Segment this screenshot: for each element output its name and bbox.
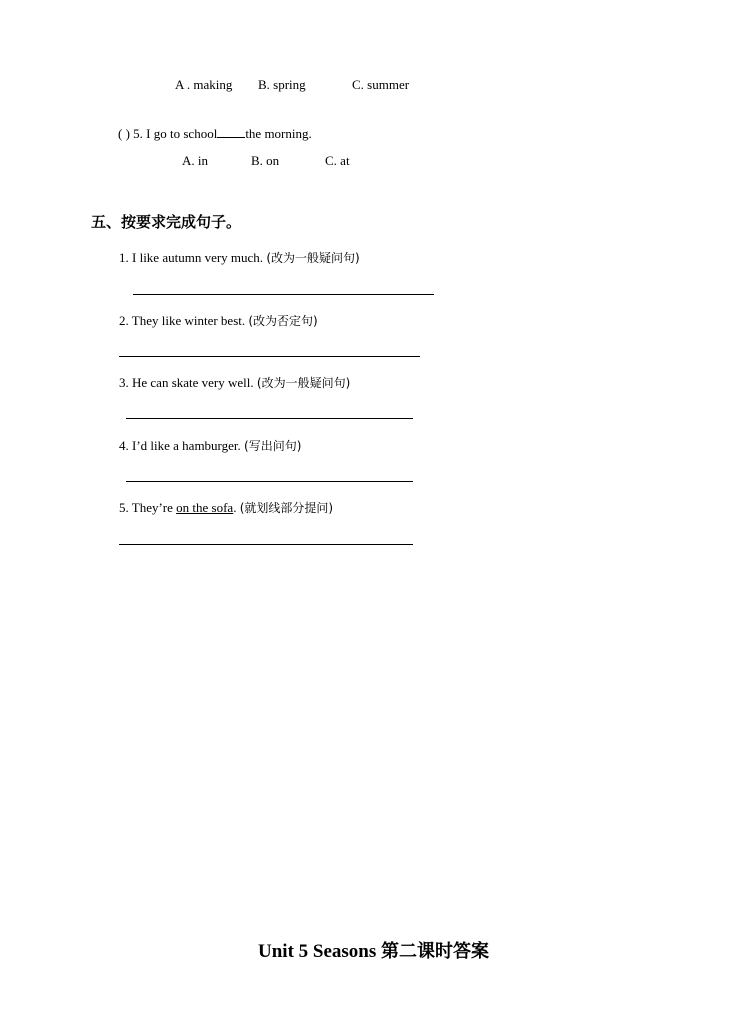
- sentence-item-5: [119, 499, 333, 516]
- sentence-text: 1. I like autumn very much.: [119, 250, 267, 265]
- sentence-instruction: (改为否定句): [248, 314, 318, 328]
- sentence-instruction: (改为一般疑问句): [266, 251, 360, 265]
- sentence-item-4: [119, 437, 301, 454]
- answer-key-title: [258, 937, 489, 963]
- sentence-item-3: [119, 374, 350, 391]
- q5-option-a: A. in: [182, 153, 208, 168]
- sentence-text: 3. He can skate very well.: [119, 375, 257, 390]
- sentence-instruction: (就划线部分提问): [239, 501, 334, 515]
- answer-line-2[interactable]: [119, 356, 420, 357]
- question-number: 5.: [133, 126, 143, 141]
- question-5: [118, 126, 312, 142]
- sentence-item-2: [119, 312, 318, 329]
- sentence-item-1: [119, 249, 360, 266]
- sentence-text: 5. They’re: [119, 500, 177, 515]
- sentence-instruction: (改为一般疑问句): [256, 376, 351, 390]
- question-text-after: the morning.: [245, 126, 312, 141]
- answer-key-title-en: Unit 5 Seasons: [258, 941, 381, 962]
- underlined-phrase: on the sofa: [176, 500, 234, 515]
- answer-paren: ( ): [118, 126, 130, 141]
- inline-blank: [217, 126, 245, 138]
- answer-line-4[interactable]: [126, 481, 413, 482]
- section-title: 五、按要求完成句子。: [91, 213, 242, 231]
- answer-line-3[interactable]: [126, 418, 413, 419]
- q5-option-b: B. on: [251, 153, 280, 168]
- sentence-instruction: (写出问句): [244, 439, 302, 453]
- sentence-text-end: .: [233, 500, 240, 515]
- question-text-before: I go to school: [146, 126, 218, 141]
- q4-option-c: C. summer: [352, 77, 410, 92]
- answer-line-5[interactable]: [119, 544, 413, 545]
- q4-option-b: B. spring: [258, 77, 306, 92]
- answer-line-1[interactable]: [133, 294, 434, 295]
- q4-option-a: A . making: [175, 77, 233, 92]
- q5-option-c: C. at: [325, 153, 350, 168]
- answer-key-title-cn: 第二课时答案: [381, 941, 489, 962]
- sentence-text: 4. I’d like a hamburger.: [119, 438, 245, 453]
- sentence-text: 2. They like winter best.: [119, 313, 249, 328]
